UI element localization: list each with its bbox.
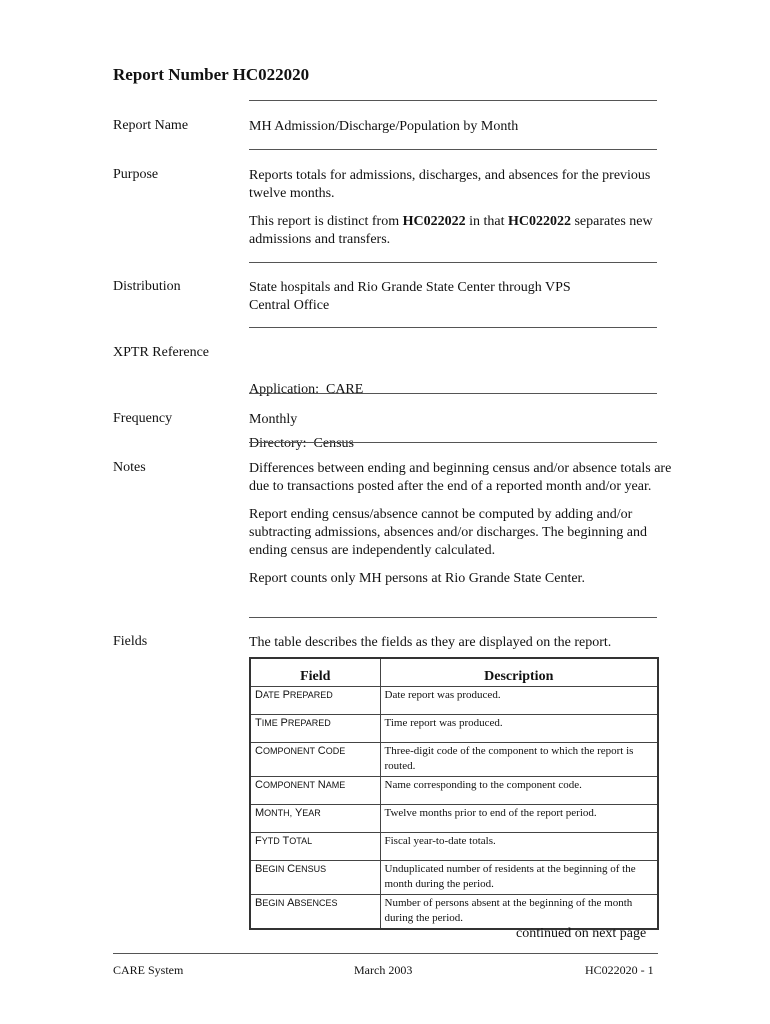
field-name: BEGIN ABSENCES	[250, 895, 380, 930]
divider	[249, 617, 657, 618]
field-description: Date report was produced.	[380, 687, 658, 715]
report-ref: HC022022	[402, 214, 466, 229]
field-description: Number of persons absent at the beginning of the month during the period.	[380, 895, 658, 930]
divider	[249, 262, 657, 263]
notes-text	[249, 460, 679, 588]
xptr-label: XPTR Reference	[113, 345, 210, 360]
purpose-paragraph-2: This report is distinct from HC022022 in that HC022022 separates new admissions and transfers.	[249, 214, 653, 247]
field-name: COMPONENT NAME	[250, 777, 380, 805]
divider	[249, 149, 657, 150]
table-row	[250, 687, 658, 715]
description-column-header: Description	[380, 658, 658, 687]
notes-label: Notes	[113, 460, 146, 475]
distribution-label: Distribution	[113, 279, 181, 294]
divider	[249, 393, 657, 394]
table-row	[250, 715, 658, 743]
frequency-value: Monthly	[249, 412, 298, 427]
report-name-label: Report Name	[113, 118, 189, 133]
notes-paragraph-1: Differences between ending and beginning census and/or absence totals are due to transactions posted after the end of a reported month and/or year.	[249, 461, 672, 494]
xptr-text	[249, 345, 679, 471]
footer-system: CARE System	[113, 963, 184, 977]
divider	[249, 327, 657, 328]
table-row	[250, 833, 658, 861]
purpose-label: Purpose	[113, 167, 159, 182]
footer-page-number: HC022020 - 1	[585, 963, 654, 977]
report-name-value: MH Admission/Discharge/Population by Month	[249, 119, 519, 134]
footer-date: March 2003	[354, 963, 413, 977]
purpose-text	[249, 167, 659, 249]
report-ref: HC022022	[507, 214, 571, 229]
field-column-header: Field	[250, 658, 380, 687]
field-description: Name corresponding to the component code.	[380, 777, 658, 805]
table-row	[250, 777, 658, 805]
xptr-application: Application: CARE	[249, 382, 364, 397]
field-name: BEGIN CENSUS	[250, 861, 380, 895]
footer-divider	[113, 953, 658, 954]
field-name: FYTD TOTAL	[250, 833, 380, 861]
field-name: MONTH, YEAR	[250, 805, 380, 833]
notes-paragraph-3: Report counts only MH persons at Rio Grande State Center.	[249, 571, 585, 586]
xptr-directory: Directory: Census	[249, 436, 354, 451]
fields-table	[249, 657, 659, 930]
frequency-label: Frequency	[113, 411, 173, 426]
notes-paragraph-2: Report ending census/absence cannot be computed by adding and/or subtracting admissions, absences and/or discharges. The beginning and ending census are independently calculated.	[249, 507, 648, 558]
fields-intro: The table describes the fields as they are displayed on the report.	[249, 635, 612, 650]
purpose-paragraph-1: Reports totals for admissions, discharges, and absences for the previous twelve months.	[249, 168, 651, 201]
table-header-row	[250, 658, 658, 687]
field-description: Fiscal year-to-date totals.	[380, 833, 658, 861]
field-description: Three-digit code of the component to which the report is routed.	[380, 743, 658, 777]
continued-note: continued on next page	[516, 926, 647, 941]
field-name: TIME PREPARED	[250, 715, 380, 743]
field-description: Time report was produced.	[380, 715, 658, 743]
fields-label: Fields	[113, 634, 148, 649]
table-row	[250, 861, 658, 895]
field-description: Twelve months prior to end of the report period.	[380, 805, 658, 833]
distribution-line-2: Central Office	[249, 298, 330, 313]
distribution-line-1: State hospitals and Rio Grande State Center through VPS	[249, 280, 571, 295]
table-row	[250, 743, 658, 777]
distribution-text	[249, 279, 679, 315]
field-name: DATE PREPARED	[250, 687, 380, 715]
field-name: COMPONENT CODE	[250, 743, 380, 777]
table-row	[250, 805, 658, 833]
divider	[249, 100, 657, 101]
report-title: Report Number HC022020	[113, 65, 310, 84]
table-row	[250, 895, 658, 930]
field-description: Unduplicated number of residents at the beginning of the month during the period.	[380, 861, 658, 895]
divider	[249, 442, 657, 443]
